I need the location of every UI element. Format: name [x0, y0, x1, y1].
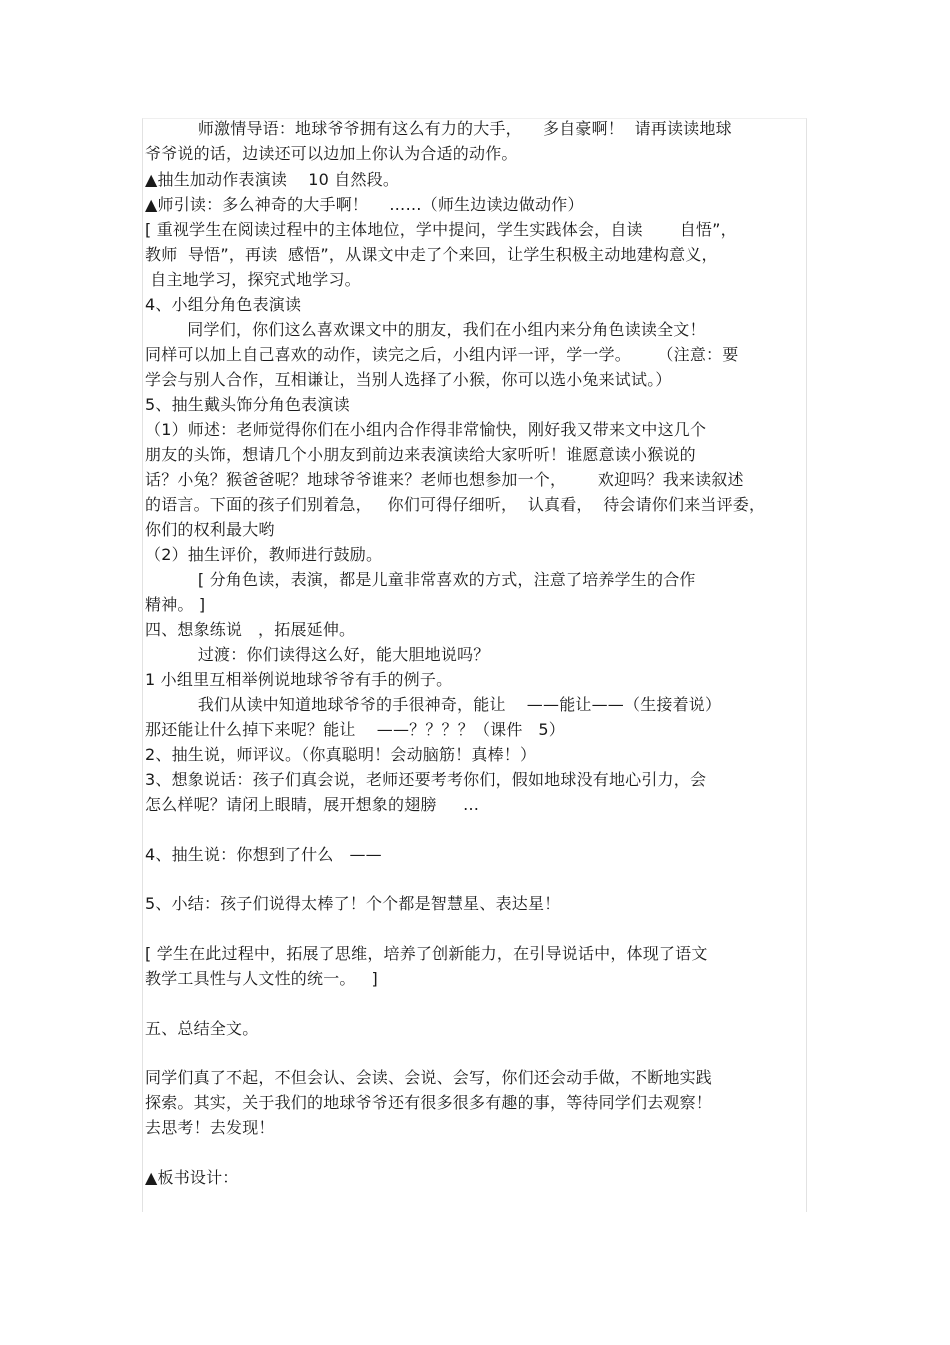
- text-line: 朋友的头饰，想请几个小朋友到前边来表演读给大家听听！谁愿意读小猴说的: [145, 445, 696, 464]
- text-line: 爷爷说的话，边读还可以边加上你认为合适的动作。: [145, 144, 518, 163]
- text-line: 自主地学习，探究式地学习。: [145, 270, 361, 289]
- text-line: 2、抽生说，师评议。（你真聪明！会动脑筋！真棒！）: [145, 745, 537, 764]
- text-line: 过渡：你们读得这么好，能大胆地说吗？: [145, 645, 490, 664]
- section-heading: 5、抽生戴头饰分角色表演读: [145, 395, 350, 414]
- text-line: 同学们真了不起，不但会认、会读、会说、会写，你们还会动手做，不断地实践: [145, 1068, 713, 1087]
- text-line: 同样可以加上自己喜欢的动作，读完之后，小组内评一评，学一学。 （注意：要: [145, 345, 739, 364]
- text-line: 我们从读中知道地球爷爷的手很神奇，能让 ——能让——（生接着说）: [145, 695, 722, 714]
- section-heading: 四、想象练说 ，拓展延伸。: [145, 620, 356, 639]
- text-line: 4、抽生说：你想到了什么 ——: [145, 845, 382, 864]
- text-line: ▲抽生加动作表演读 10 自然段。: [145, 170, 400, 189]
- text-line: 1 小组里互相举例说地球爷爷有手的例子。: [145, 670, 453, 689]
- text-line: （2）抽生评价，教师进行鼓励。: [145, 545, 383, 564]
- text-line: 去思考！去发现！: [145, 1118, 275, 1137]
- text-line: 3、想象说话：孩子们真会说，老师还要考考你们，假如地球没有地心引力，会: [145, 770, 707, 789]
- text-line: [ 分角色读，表演，都是儿童非常喜欢的方式，注意了培养学生的合作: [145, 570, 696, 589]
- text-line: ▲师引读：多么神奇的大手啊！ ……（师生边读边做动作）: [145, 195, 584, 214]
- text-line: [ 重视学生在阅读过程中的主体地位，学中提问，学生实践体会，自读 自悟”，: [145, 220, 737, 239]
- section-heading: 五、总结全文。: [145, 1019, 259, 1038]
- section-heading: 4、小组分角色表演读: [145, 295, 302, 314]
- text-line: 精神。 ]: [145, 595, 206, 614]
- section-heading: ▲板书设计：: [145, 1168, 239, 1187]
- text-line: 那还能让什么掉下来呢？能让 ——？？？？（课件 5）: [145, 720, 565, 739]
- text-line: 的语言。下面的孩子们别着急， 你们可得仔细听， 认真看， 待会请你们来当评委，: [145, 495, 766, 514]
- text-line: 学会与别人合作，互相谦让，当别人选择了小猴，你可以选小兔来试试。）: [145, 370, 672, 389]
- text-line: 5、小结：孩子们说得太棒了！个个都是智慧星、表达星！: [145, 894, 561, 913]
- text-line: 话？小兔？猴爸爸呢？地球爷爷谁来？老师也想参加一个， 欢迎吗？我来读叙述: [145, 470, 744, 489]
- text-line: 教师 导悟”，再读 感悟”，从课文中走了个来回，让学生积极主动地建构意义，: [145, 245, 718, 264]
- text-line: 你们的权利最大哟: [145, 520, 275, 539]
- text-line: 教学工具性与人文性的统一。 ]: [145, 969, 378, 988]
- text-line: （1）师述：老师觉得你们在小组内合作得非常愉快，刚好我又带来文中这几个: [145, 420, 707, 439]
- text-line: 师激情导语：地球爷爷拥有这么有力的大手， 多自豪啊！ 请再读读地球: [145, 119, 732, 138]
- text-line: 怎么样呢？请闭上眼睛，展开想象的翅膀 …: [145, 795, 480, 814]
- text-line: [ 学生在此过程中，拓展了思维，培养了创新能力，在引导说话中，体现了语文: [145, 944, 708, 963]
- text-line: 同学们，你们这么喜欢课文中的朋友，我们在小组内来分角色读读全文！: [145, 320, 706, 339]
- text-line: 探索。其实，关于我们的地球爷爷还有很多很多有趣的事，等待同学们去观察！: [145, 1093, 713, 1112]
